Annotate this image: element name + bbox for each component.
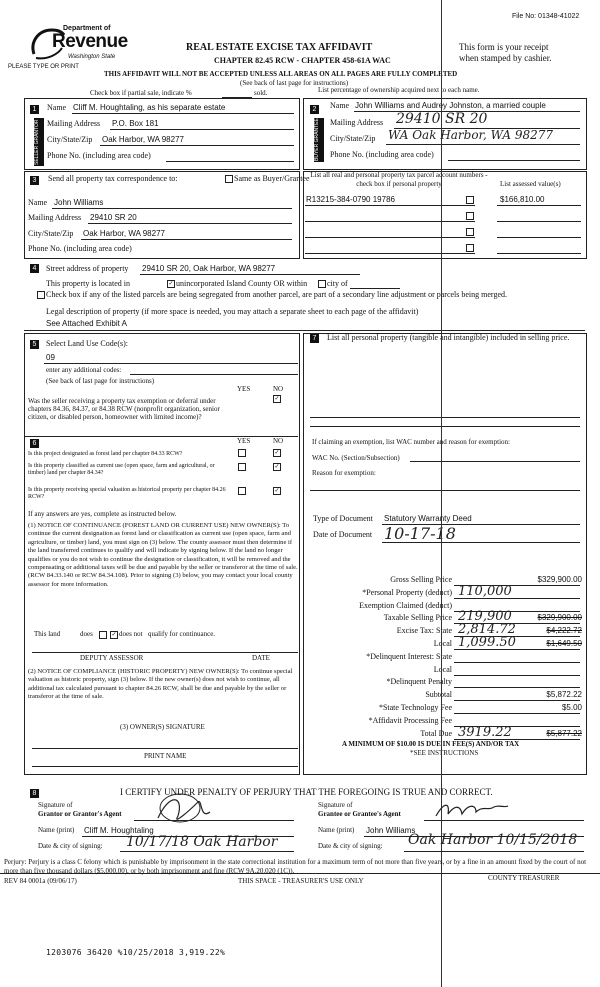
s6-q1-no[interactable]: ✓ — [274, 450, 280, 456]
notice-continuance: (1) NOTICE OF CONTINUANCE (FOREST LAND OR CURRENT USE) NEW OWNER(S): To continue the current designation as forest land or classification as current use (open space, farm and agriculture, or timber) land, you must sign on (3) below. The county assessor must then determine if the land transferred continues to qualify and will indicate by signing below. If the land no longer qualifies or you do not wish to continue the designation or classification, it will be removed and the compensating or additional taxes will be due and payable by the seller or transferor at the time of sale. (RCW 84.33.140 or RCW 84.34.108). Prior to signing (3) below, you may contact your local county assessor for more information. — [28, 522, 298, 588]
s3-mailing-label: Mailing Address — [28, 213, 82, 222]
tax-row-label: Subtotal — [425, 690, 452, 699]
county-treasurer: COUNTY TREASURER — [488, 874, 560, 882]
seller-phone-label: Phone No. (including area code) — [47, 151, 151, 160]
city-of-checkbox[interactable] — [318, 280, 326, 288]
tax-row-typed-value[interactable]: $1,649.50 — [546, 639, 582, 648]
grantor-name-label: Name (print) — [38, 826, 75, 834]
tax-row-line — [454, 687, 580, 688]
grantee-name[interactable]: John Williams — [366, 826, 416, 835]
grantor-signature[interactable] — [150, 790, 220, 828]
grantee-sig-label2: Grantee or Grantee's Agent — [318, 810, 401, 818]
see-back: (See back of last page for instructions) — [240, 79, 349, 87]
does-label: does — [80, 630, 93, 638]
logo-name: Revenue — [52, 31, 128, 52]
tax-row-label: *Delinquent Interest: State — [366, 652, 452, 661]
does-not-checkbox[interactable]: ✓ — [111, 632, 117, 638]
buyer-phone-label: Phone No. (including area code) — [330, 150, 434, 159]
s3-name[interactable]: John Williams — [54, 198, 104, 207]
s5-question: Was the seller receiving a property tax exemption or deferral under chapters 84.36, 84.37, or 84.38 RCW (nonprofit organization, senior citizen, or disabled person, homeowner with limited income)? — [28, 397, 220, 421]
unincorporated-label: unincorporated Island County OR within — [176, 279, 308, 288]
section-3-number: 3 — [30, 176, 39, 185]
street-address[interactable]: 29410 SR 20, Oak Harbor, WA 98277 — [142, 264, 276, 273]
buyer-mailing-label: Mailing Address — [330, 118, 384, 127]
tax-row-label: Local — [433, 665, 452, 674]
owner-signature-label: (3) OWNER(S) SIGNATURE — [120, 723, 205, 731]
personal-property-checkbox-2[interactable] — [466, 212, 474, 220]
land-use-code[interactable]: 09 — [46, 353, 55, 362]
claiming-label: If claiming an exemption, list WAC number and reason for exemption: — [312, 438, 510, 446]
section-5-number: 5 — [30, 340, 39, 349]
tax-row-typed-value[interactable]: $329,900.00 — [537, 613, 582, 622]
seller-mailing-label: Mailing Address — [47, 119, 101, 128]
seller-name-label: Name — [47, 103, 67, 112]
form-title: REAL ESTATE EXCISE TAX AFFIDAVIT — [186, 42, 373, 53]
wac-label: WAC No. (Section/Subsection) — [312, 454, 400, 462]
s6-q3-no[interactable]: ✓ — [274, 488, 280, 494]
this-land-label: This land — [34, 630, 61, 638]
tax-row-label: *Personal Property (deduct) — [362, 588, 452, 597]
located-label: This property is located in — [46, 279, 130, 288]
buyer-tab: BUYER GRANTEE — [314, 118, 324, 162]
legal-label: Legal description of property (if more space is needed, you may attach a separate sheet to each page of the affidavit) — [46, 307, 419, 316]
form-chapter: CHAPTER 82.45 RCW - CHAPTER 458-61A WAC — [214, 56, 391, 65]
s6-q2-no[interactable]: ✓ — [274, 464, 280, 470]
s6-q2: Is this property classified as current use (open space, farm and agricultural, or timber) land per chapter 84.34? — [28, 463, 215, 476]
personal-property-checkbox-3[interactable] — [466, 228, 474, 236]
tax-row-line — [454, 713, 580, 714]
doc-type[interactable]: Statutory Warranty Deed — [384, 514, 472, 523]
tax-row-line — [454, 675, 580, 676]
section-8-number: 8 — [30, 789, 39, 798]
same-as-label: Same as Buyer/Grantee — [234, 174, 310, 183]
seller-city[interactable]: Oak Harbor, WA 98277 — [102, 135, 184, 144]
grantor-signature-icon — [150, 790, 220, 828]
legal-value[interactable]: See Attached Exhibit A — [46, 319, 127, 328]
sold-label: sold. — [254, 89, 268, 97]
segregated-checkbox[interactable] — [37, 291, 45, 299]
grantor-date-handwritten[interactable]: 10/17/18 Oak Harbor — [126, 834, 278, 850]
personal-property-checkbox-1[interactable] — [466, 196, 474, 204]
file-number: File No: 01348-41022 — [512, 13, 580, 20]
print-name-label: PRINT NAME — [144, 752, 187, 760]
grantor-sig-label2: Grantor or Grantor's Agent — [38, 810, 122, 818]
grantor-date-label: Date & city of signing: — [38, 842, 103, 850]
receipt-line2: when stamped by cashier. — [459, 53, 552, 63]
recording-stamp: 1203076 36420 %10/25/2018 3,919.22% — [46, 948, 226, 957]
s3-mailing[interactable]: 29410 SR 20 — [90, 213, 137, 222]
rev-number: REV 84 0001a (09/06/17) — [4, 877, 77, 885]
seller-name[interactable]: Cliff M. Houghtaling, as his separate estate — [73, 103, 226, 112]
partial-sale-label: Check box if partial sale, indicate % — [90, 89, 192, 97]
s3-city-label: City/State/Zip — [28, 229, 74, 238]
buyer-name[interactable]: John Williams and Audrey Johnston, a married couple — [355, 101, 546, 110]
s3-city[interactable]: Oak Harbor, WA 98277 — [83, 229, 165, 238]
buyer-city-label: City/State/Zip — [330, 134, 376, 143]
additional-codes-label: enter any additional codes: — [46, 366, 122, 374]
grantee-signature[interactable] — [432, 800, 512, 822]
grantor-sig-label1: Signature of — [38, 801, 73, 809]
see-instructions: *SEE INSTRUCTIONS — [410, 749, 479, 757]
does-not-label: does not — [119, 630, 143, 638]
street-label: Street address of property — [46, 264, 129, 273]
parcel-header: List all real and personal property tax parcel account numbers - check box if personal property — [310, 171, 488, 188]
s6-q3: Is this property receiving special valuation as historical property per chapter 84.26 RCW? — [28, 487, 226, 500]
tax-row-typed-value[interactable]: $4,222.72 — [546, 626, 582, 635]
tax-row-typed-value[interactable]: $5.00 — [561, 703, 582, 712]
s5-yes: YES — [237, 385, 251, 393]
notice-compliance: (2) NOTICE OF COMPLIANCE (HISTORIC PROPERTY) NEW OWNER(S): To continue special valuation as historic property, sign (3) below. If the new owner(s) does not wish to continue, all additional tax calculated pursuant to chapter 84.26 RCW, shall be due and payable by the seller or transferor at the time of sale. — [28, 668, 293, 701]
grantee-date-label: Date & city of signing: — [318, 842, 383, 850]
city-of-label: city of — [327, 279, 348, 288]
seller-city-label: City/State/Zip — [47, 135, 93, 144]
tax-row-label: Excise Tax: State — [396, 626, 452, 635]
tax-row-label: Exemption Claimed (deduct) — [359, 601, 452, 610]
reason-label: Reason for exemption: — [312, 469, 376, 477]
tax-row-handwritten-value[interactable]: 219,900 — [458, 609, 512, 624]
tax-row-handwritten-value[interactable]: 1,099.50 — [458, 635, 516, 650]
personal-property-checkbox-4[interactable] — [466, 244, 474, 252]
tax-row-label: Gross Selling Price — [390, 575, 452, 584]
same-as-buyer-checkbox[interactable] — [225, 175, 233, 183]
warning: THIS AFFIDAVIT WILL NOT BE ACCEPTED UNLESS ALL AREAS ON ALL PAGES ARE FULLY COMPLETED — [104, 70, 458, 78]
tax-row-label: Taxable Selling Price — [383, 613, 452, 622]
segregated-label: Check box if any of the listed parcels are being segregated from another parcel, are part of a secondary line adjustment or parcels being merged. — [46, 290, 507, 299]
perjury-statement: Perjury: Perjury is a class C felony which is punishable by imprisonment in the state correctional institution for a maximum term of not more than five years, or by a fine in an amount fixed by the court of not more than five thousand dollars ($5,000.00), or by both imprisonment and fine (RCW 9A.20.020 (1C)). — [4, 858, 587, 875]
doc-type-label: Type of Document — [313, 514, 373, 523]
list-pct-label: List percentage of ownership acquired next to each name. — [318, 86, 480, 94]
grantee-signature-icon — [432, 800, 512, 822]
grantee-date-handwritten[interactable]: Oak Harbor 10/15/2018 — [408, 832, 578, 848]
grantee-name-label: Name (print) — [318, 826, 355, 834]
deputy-date-label: DATE — [252, 654, 270, 662]
section-6-number: 6 — [30, 439, 39, 448]
please-type: PLEASE TYPE OR PRINT — [8, 64, 79, 70]
section-4-number: 4 — [30, 264, 39, 273]
certify-statement: I CERTIFY UNDER PENALTY OF PERJURY THAT THE FOREGOING IS TRUE AND CORRECT. — [120, 787, 493, 797]
receipt-line1: This form is your receipt — [459, 42, 549, 52]
if-yes-label: If any answers are yes, complete as instructed below. — [28, 510, 177, 518]
treasurer-use: THIS SPACE - TREASURER'S USE ONLY — [238, 877, 364, 885]
send-label: Send all property tax correspondence to: — [48, 174, 178, 183]
logo-dept: Department of — [63, 25, 111, 32]
buyer-name-label: Name — [330, 101, 350, 110]
logo-state: Washington State — [68, 54, 116, 60]
s6-q1: Is this project designated as forest land per chapter 84.33 RCW? — [28, 451, 183, 457]
doc-date-label: Date of Document — [313, 530, 373, 539]
grantee-sig-label1: Signature of — [318, 801, 353, 809]
tax-row-typed-value[interactable]: $5,877.22 — [546, 729, 582, 738]
minimum-due: A MINIMUM OF $10.00 IS DUE IN FEE(S) AND/OR TAX — [342, 740, 520, 748]
buyer-mailing-handwritten[interactable]: 29410 SR 20 — [396, 111, 488, 127]
tax-row-line — [454, 662, 580, 663]
s6-no: NO — [273, 437, 284, 445]
tax-row-typed-value[interactable]: $5,872.22 — [546, 690, 582, 699]
land-use-label: Select Land Use Code(s): — [46, 339, 128, 348]
assessed-header: List assessed value(s) — [500, 180, 561, 188]
doc-date-handwritten[interactable]: 10-17-18 — [384, 524, 456, 543]
section-2-number: 2 — [310, 105, 319, 114]
tax-row-line — [454, 700, 580, 701]
s6-yes: YES — [237, 437, 251, 445]
section-1-number: 1 — [30, 105, 39, 114]
personal-property-label: List all personal property (tangible and intangible) included in selling price. — [327, 333, 570, 342]
parcel-number[interactable]: R13215-384-0790 19786 — [306, 195, 395, 204]
tax-row-label: Local — [433, 639, 452, 648]
s3-name-label: Name — [28, 198, 48, 207]
tax-row-handwritten-value[interactable]: 110,000 — [458, 584, 512, 599]
qualify-label: qualify for continuance. — [148, 630, 216, 638]
deputy-assessor-label: DEPUTY ASSESSOR — [80, 654, 144, 662]
s5-see-back: (See back of last page for instructions) — [46, 377, 155, 385]
tax-row-label: *Affidavit Processing Fee — [368, 716, 452, 725]
tax-row-handwritten-value[interactable]: 2,814.72 — [458, 622, 516, 637]
s5-no-checkbox[interactable]: ✓ — [274, 396, 280, 402]
tax-row-label: Total Due — [420, 729, 452, 738]
s3-phone-label: Phone No. (including area code) — [28, 244, 132, 253]
buyer-city-handwritten[interactable]: WA Oak Harbor, WA 98277 — [388, 128, 553, 142]
tax-row-label: *Delinquent Penalty — [386, 677, 452, 686]
tax-row-typed-value[interactable]: $329,900.00 — [537, 575, 582, 584]
seller-mailing[interactable]: P.O. Box 181 — [112, 119, 159, 128]
tax-row-handwritten-value[interactable]: 3919.22 — [458, 725, 512, 740]
s5-no: NO — [273, 385, 284, 393]
assessed-value[interactable]: $166,810.00 — [500, 195, 545, 204]
seller-tab: SELLER GRANTOR — [34, 118, 44, 166]
tax-row-label: *State Technology Fee — [378, 703, 452, 712]
unincorporated-checkbox[interactable]: ✓ — [168, 281, 174, 287]
section5-6-box — [24, 333, 300, 775]
section-7-number: 7 — [310, 334, 319, 343]
grantor-name[interactable]: Cliff M. Houghtaling — [84, 826, 154, 835]
